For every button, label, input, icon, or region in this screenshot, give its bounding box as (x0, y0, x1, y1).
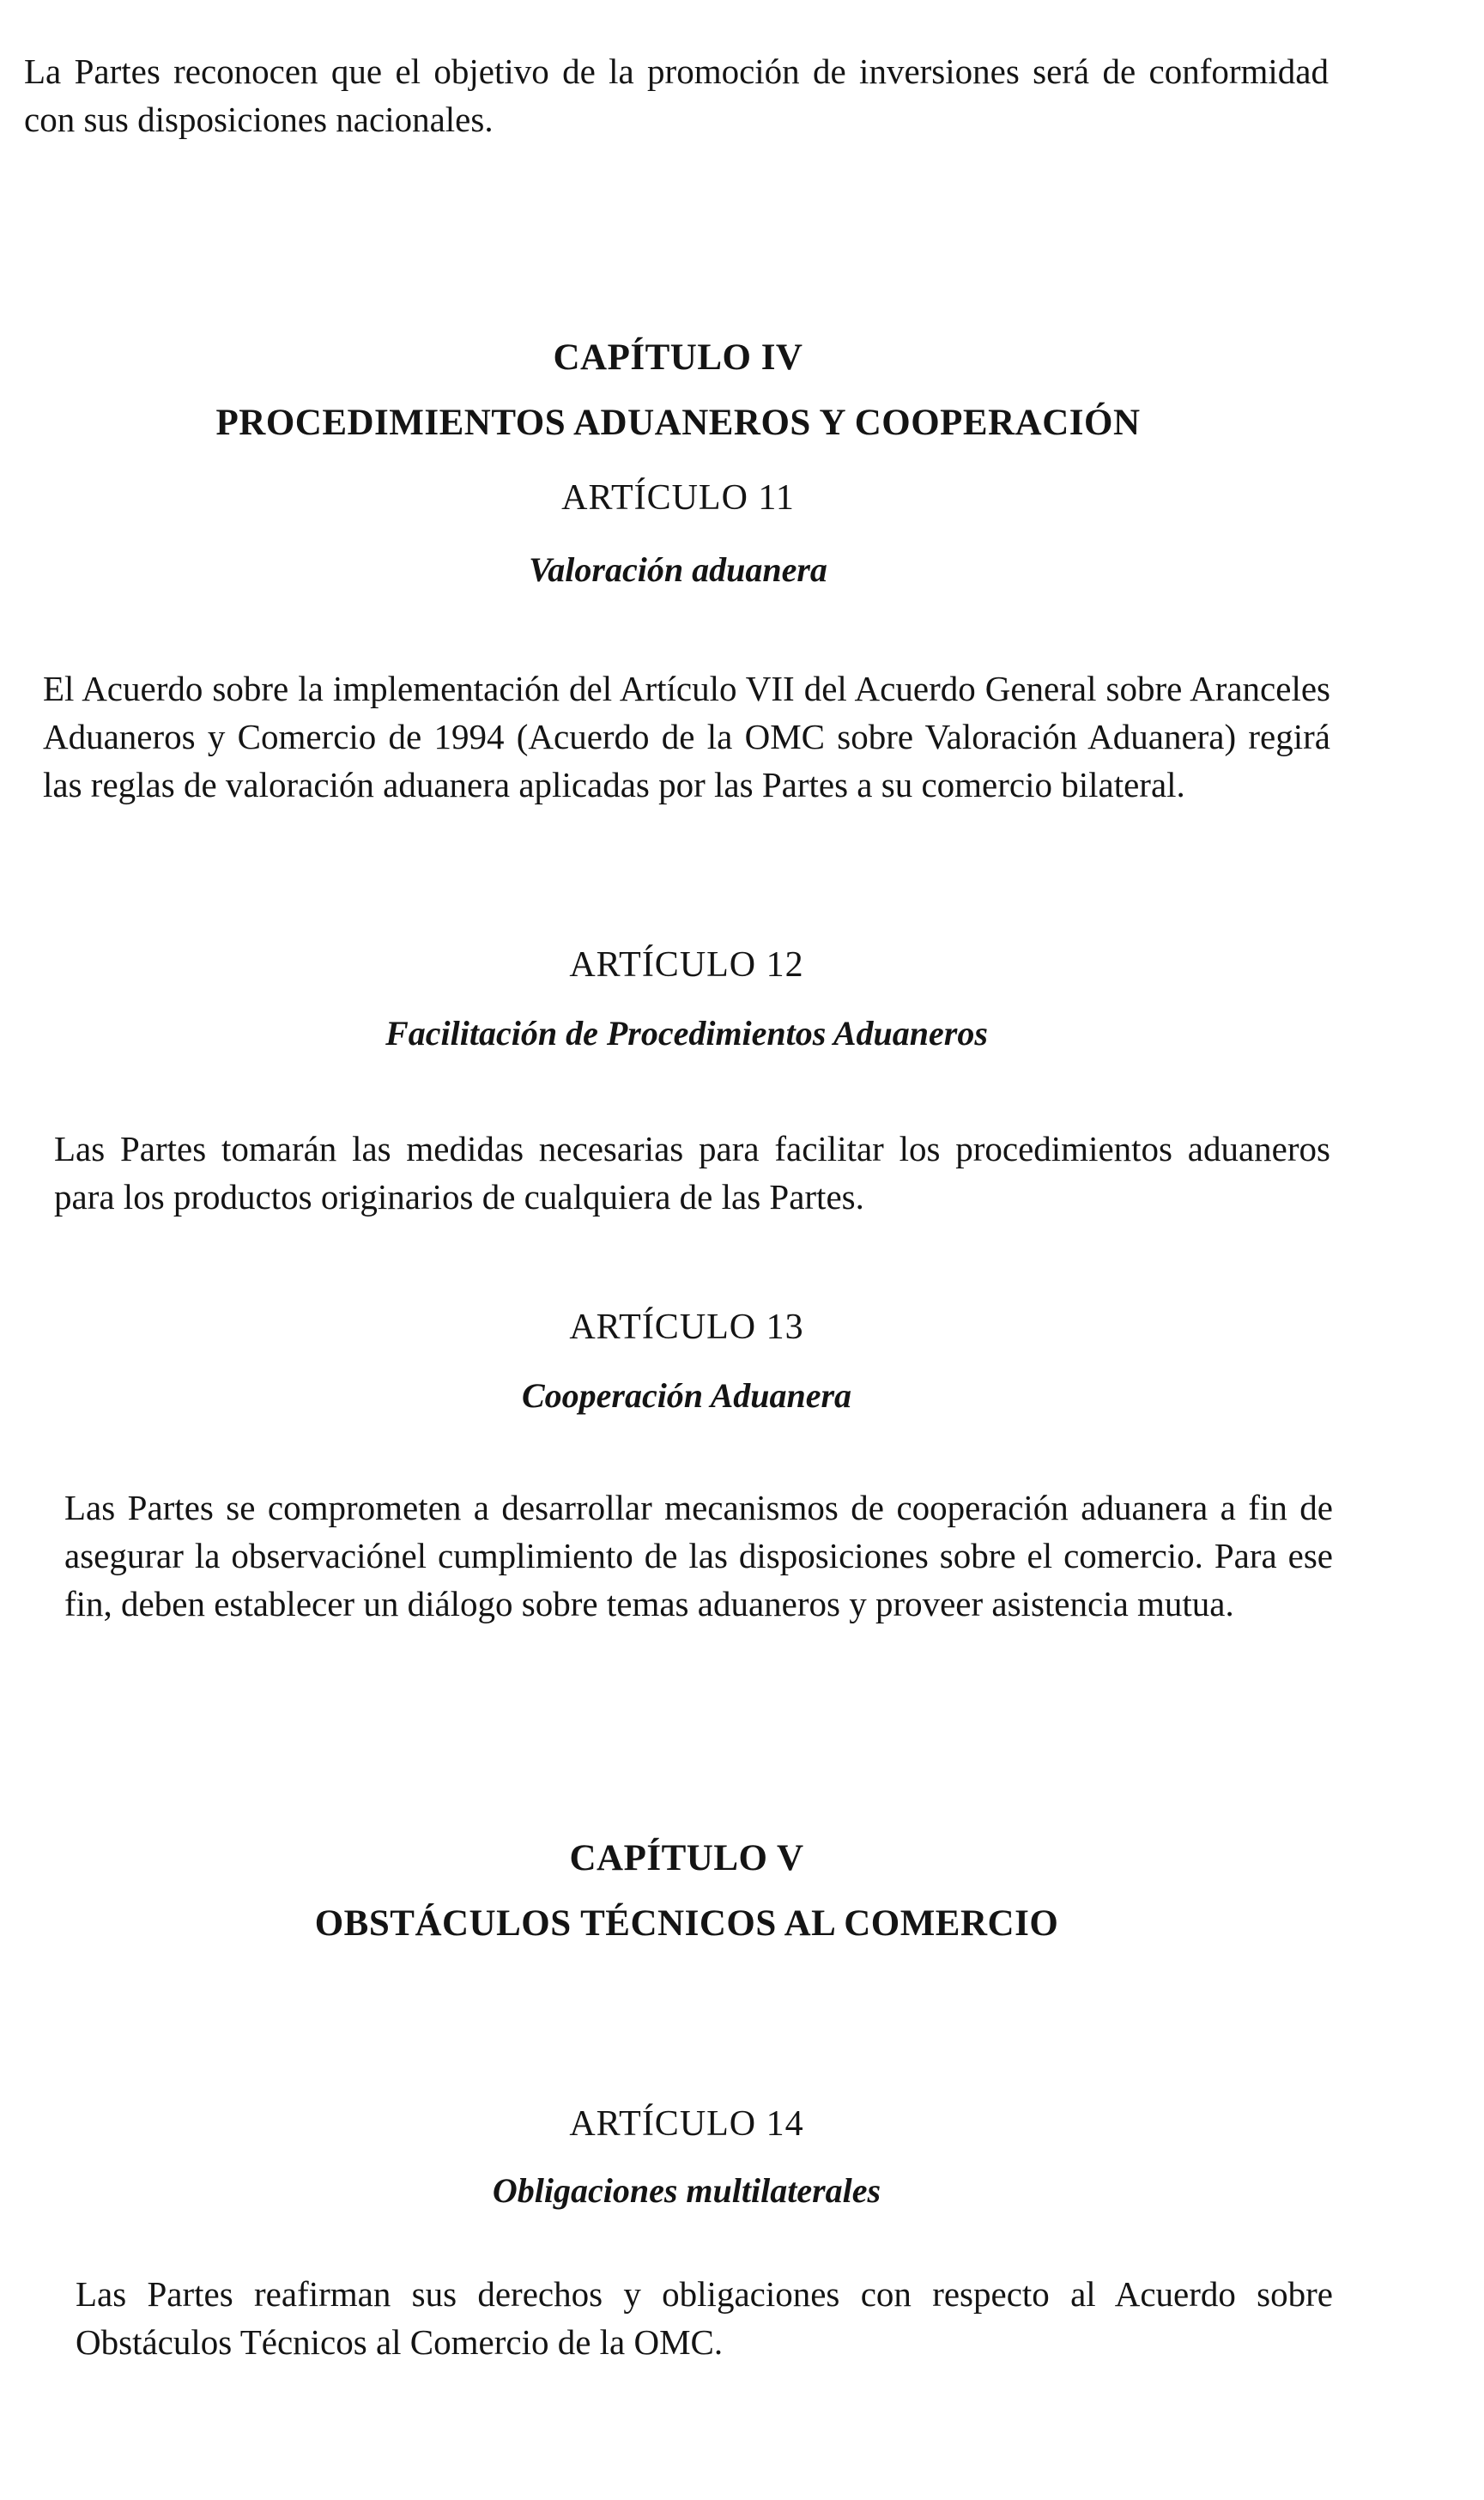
chapter-v-title: OBSTÁCULOS TÉCNICOS AL COMERCIO (314, 1903, 1059, 1944)
article-12-subtitle: Facilitación de Procedimientos Aduaneros (385, 1014, 988, 1053)
article-11-heading: ARTÍCULO 11 (561, 478, 795, 518)
intro-paragraph: La Partes reconocen que el objetivo de la promoción de inversiones será de conformidad con sus disposiciones nacionales. (24, 52, 1329, 139)
article-14-subtitle: Obligaciones multilaterales (492, 2171, 881, 2210)
article-13-paragraph: Las Partes se comprometen a desarrollar mecanismos de cooperación aduanera a fin de asegurar la observaciónel cumplimiento de las disposiciones sobre el comercio. Para ese fin, deben establecer un diálogo sobre temas aduaneros y proveer asistencia mutua. (64, 1488, 1333, 1623)
article-13-subtitle: Cooperación Aduanera (521, 1376, 852, 1415)
article-11-paragraph: El Acuerdo sobre la implementación del Artículo VII del Acuerdo General sobre Aranceles Aduaneros y Comercio de 1994 (Acuerdo de la OMC sobre Valoración Aduanera) regirá las reglas de valoración aduanera aplicadas por las Partes a su comercio bilateral. (43, 669, 1330, 804)
article-12-paragraph: Las Partes tomarán las medidas necesarias para facilitar los procedimientos aduaneros para los productos originarios de cualquiera de las Partes. (54, 1129, 1330, 1217)
article-11-subtitle: Valoración aduanera (529, 550, 827, 589)
article-12-heading: ARTÍCULO 12 (569, 945, 804, 985)
article-14-paragraph: Las Partes reafirman sus derechos y obligaciones con respecto al Acuerdo sobre Obstáculos Técnicos al Comercio de la OMC. (76, 2274, 1333, 2362)
chapter-v-number: CAPÍTULO V (569, 1838, 804, 1878)
article-14-heading: ARTÍCULO 14 (569, 2104, 804, 2144)
chapter-iv-title: PROCEDIMIENTOS ADUANEROS Y COOPERACIÓN (215, 403, 1141, 443)
article-13-heading: ARTÍCULO 13 (569, 1308, 804, 1347)
chapter-iv-number: CAPÍTULO IV (553, 337, 803, 378)
